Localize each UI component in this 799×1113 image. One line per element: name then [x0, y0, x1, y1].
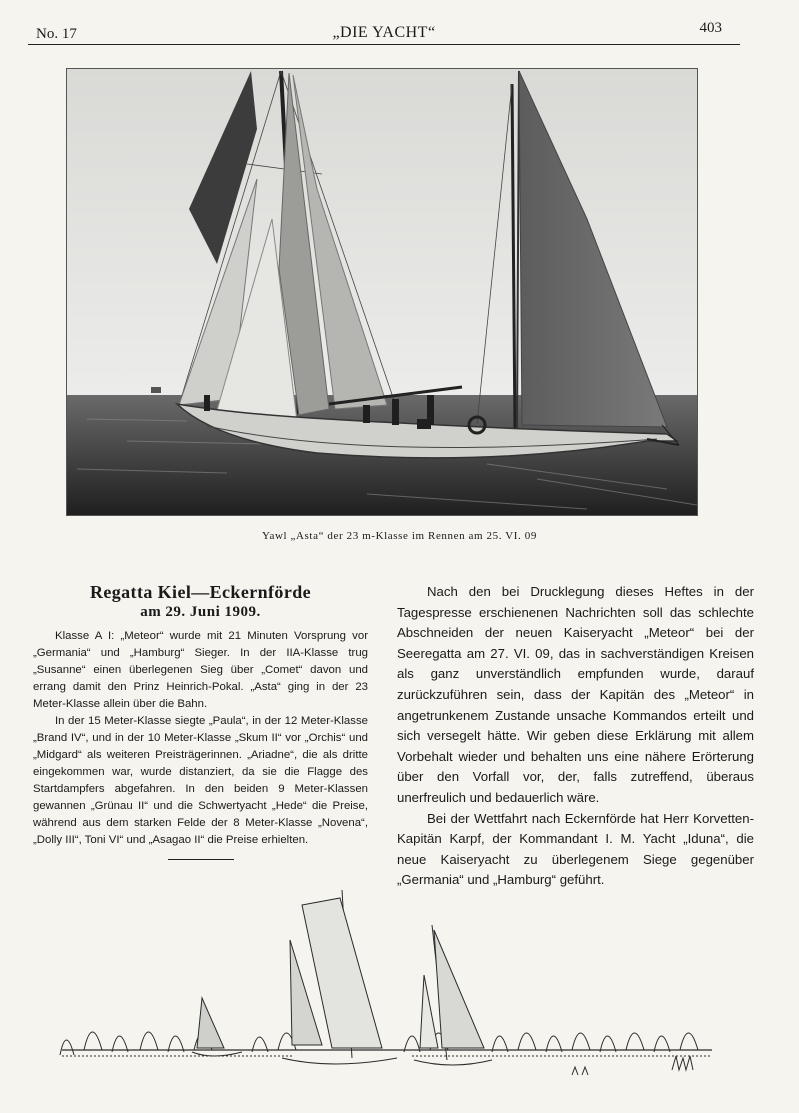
- article-end-rule: [168, 859, 234, 860]
- page-number: 403: [699, 20, 722, 36]
- yawl-photograph: [66, 68, 698, 516]
- sailboats-sketch-image: [52, 880, 732, 1090]
- article-subtitle: am 29. Juni 1909.: [140, 604, 261, 620]
- magazine-title: „DIE YACHT“: [332, 24, 436, 41]
- header-rule: [28, 44, 740, 45]
- article-paragraph: Klasse A I: „Meteor“ wurde mit 21 Minuten Vorsprung vor „Germania“ und „Hamburg“ Sieger. In der IIA-Klasse trug „Susanne“ einen überlegenen Sieg über „Comet“ davon und errang damit den Prinz Heinrich-Pokal. „Asta“ ging in der 23 Meter-Klasse allein über die Bahn.: [33, 630, 368, 710]
- article-column-right: [397, 582, 754, 891]
- article-title: Regatta Kiel—Eckernförde: [89, 582, 312, 602]
- issue-number: No. 17: [36, 26, 77, 42]
- news-paragraph: Nach den bei Drucklegung dieses Heftes in der Tagespresse erschienenen Nachrichten soll das schlechte Abschneiden der neuen Kaiseryacht „Meteor“ bei der Seeregatta am 27. VI. 09, das in sachverständigen Kreisen als ganz unverständlich empfunden wurde, darauf zurückzuführen sein, dass der Kapitän des „Meteor“ in angetrunkenem Zustande unsache Kommandos erteilt und sich versegelt hätte. Wir geben diese Erklärung mit allem Vorbehalt wieder und behalten uns eine nähere Erörterung über den Vorfall vor, der, falls zutreffend, überaus unerfreulich und bedauerlich wäre.: [397, 584, 754, 805]
- article-paragraph: In der 15 Meter-Klasse siegte „Paula“, in der 12 Meter-Klasse „Brand IV“, und in der 10 Meter-Klasse „Skum II“ vor „Orchis“ und „Midgard“ als weiteren Preisträgerinnen. „Ariadne“, die als dritte eingekommen war, wurde distanziert, da sie die Flagge des Startdampfers abgefahren. In den beiden 9 Meter-Klassen gewannen „Grünau II“ und die Schwertyacht „Hede“ die Preise, während aus dem starken Felde der 8 Meter-Klasse „Novena“, „Dolly III“, Toni VI“ und „Asagao II“ die Preise erhielten.: [33, 715, 368, 846]
- news-paragraph: Bei der Wettfahrt nach Eckernförde hat Herr Korvetten-Kapitän Karpf, der Kommandant I. M. Yacht „Iduna“, die neue Kaiseryacht zu überlegenem Siege gegenüber „Germania“ und „Hamburg“ geführt.: [397, 810, 754, 888]
- photo-caption: Yawl „Asta“ der 23 m-Klasse im Rennen am 25. VI. 09: [262, 530, 537, 542]
- sailboats-sketch-illustration: [52, 880, 732, 1090]
- page-header: [28, 20, 740, 46]
- article-column-left: [33, 582, 368, 860]
- yawl-photo-image: [67, 69, 698, 516]
